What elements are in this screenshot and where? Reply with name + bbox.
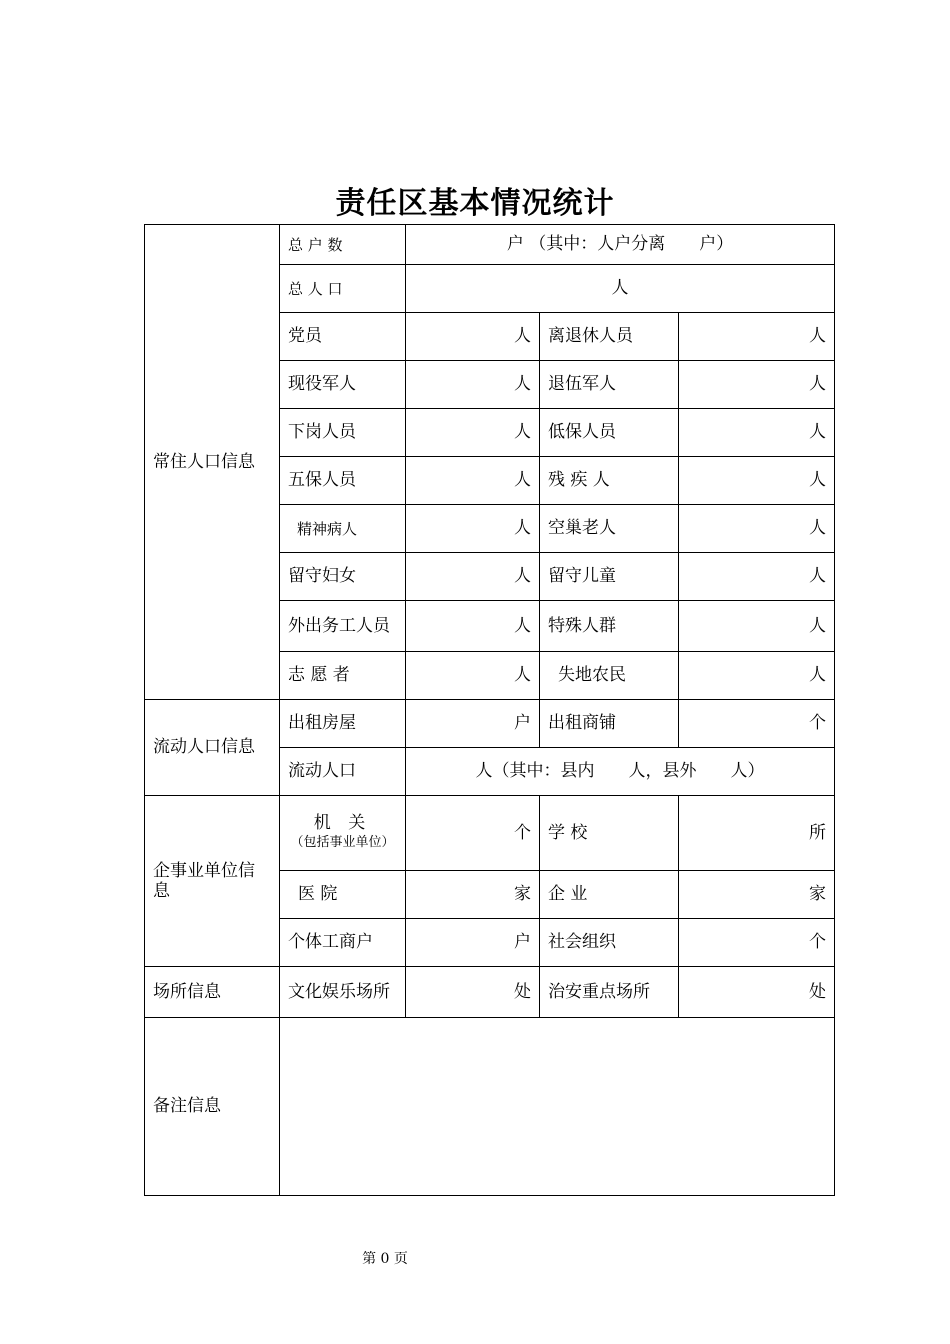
section-resident-label: 常住人口信息	[145, 225, 280, 700]
rental-shops-label: 出租商铺	[540, 700, 679, 748]
individual-business-label: 个体工商户	[280, 919, 406, 967]
entertainment-venues-field[interactable]: 处	[406, 967, 540, 1018]
empty-nest-field[interactable]: 人	[679, 505, 835, 553]
page-number: 第 0 页	[362, 1251, 408, 1267]
laid-off-field[interactable]: 人	[406, 409, 540, 457]
page-title: 责任区基本情况统计	[335, 186, 615, 221]
party-members-label: 党员	[280, 313, 406, 361]
schools-label: 学 校	[540, 796, 679, 871]
population-label: 总 人 口	[280, 265, 406, 313]
individual-business-field[interactable]: 户	[406, 919, 540, 967]
empty-nest-label: 空巢老人	[540, 505, 679, 553]
section-remarks-label: 备注信息	[145, 1018, 280, 1196]
schools-field[interactable]: 所	[679, 796, 835, 871]
laid-off-label: 下岗人员	[280, 409, 406, 457]
landless-farmers-label: 失地农民	[540, 652, 679, 700]
security-venues-field[interactable]: 处	[679, 967, 835, 1018]
special-groups-field[interactable]: 人	[679, 601, 835, 652]
low-income-label: 低保人员	[540, 409, 679, 457]
rental-shops-field[interactable]: 个	[679, 700, 835, 748]
section-enterprise-label: 企事业单位信息	[145, 796, 280, 967]
left-behind-women-field[interactable]: 人	[406, 553, 540, 601]
row-institutions-schools	[145, 796, 835, 871]
active-military-label: 现役军人	[280, 361, 406, 409]
party-members-field[interactable]: 人	[406, 313, 540, 361]
remarks-field[interactable]	[280, 1018, 835, 1196]
disabled-label: 残 疾 人	[540, 457, 679, 505]
statistics-form-table	[144, 224, 835, 1196]
migrant-workers-field[interactable]: 人	[406, 601, 540, 652]
veterans-label: 退伍军人	[540, 361, 679, 409]
rental-houses-label: 出租房屋	[280, 700, 406, 748]
row-venues	[145, 967, 835, 1018]
left-behind-women-label: 留守妇女	[280, 553, 406, 601]
enterprises-label: 企 业	[540, 871, 679, 919]
households-label: 总 户 数	[280, 225, 406, 265]
households-field[interactable]: 户 （其中：人户分离 户）	[406, 225, 835, 265]
wubao-label: 五保人员	[280, 457, 406, 505]
social-organizations-label: 社会组织	[540, 919, 679, 967]
left-behind-children-field[interactable]: 人	[679, 553, 835, 601]
security-venues-label: 治安重点场所	[540, 967, 679, 1018]
floating-population-label: 流动人口	[280, 748, 406, 796]
row-households	[145, 225, 835, 265]
rental-houses-field[interactable]: 户	[406, 700, 540, 748]
active-military-field[interactable]: 人	[406, 361, 540, 409]
volunteers-field[interactable]: 人	[406, 652, 540, 700]
institutions-field[interactable]: 个	[406, 796, 540, 871]
volunteers-label: 志 愿 者	[280, 652, 406, 700]
section-venue-label: 场所信息	[145, 967, 280, 1018]
enterprises-field[interactable]: 家	[679, 871, 835, 919]
special-groups-label: 特殊人群	[540, 601, 679, 652]
row-rental	[145, 700, 835, 748]
hospitals-field[interactable]: 家	[406, 871, 540, 919]
row-remarks	[145, 1018, 835, 1196]
institutions-note: （包括事业单位）	[290, 835, 395, 851]
landless-farmers-field[interactable]: 人	[679, 652, 835, 700]
floating-population-field[interactable]: 人（其中：县内 人，县外 人）	[406, 748, 835, 796]
left-behind-children-label: 留守儿童	[540, 553, 679, 601]
hospitals-label: 医 院	[280, 871, 406, 919]
veterans-field[interactable]: 人	[679, 361, 835, 409]
retired-field[interactable]: 人	[679, 313, 835, 361]
mental-illness-field[interactable]: 人	[406, 505, 540, 553]
institutions-cell	[280, 796, 406, 871]
entertainment-venues-label: 文化娱乐场所	[280, 967, 406, 1018]
wubao-field[interactable]: 人	[406, 457, 540, 505]
mental-illness-label: 精神病人	[280, 505, 406, 553]
migrant-workers-label: 外出务工人员	[280, 601, 406, 652]
low-income-field[interactable]: 人	[679, 409, 835, 457]
retired-label: 离退休人员	[540, 313, 679, 361]
social-organizations-field[interactable]: 个	[679, 919, 835, 967]
disabled-field[interactable]: 人	[679, 457, 835, 505]
population-field[interactable]: 人	[406, 265, 835, 313]
institutions-label: 机 关	[313, 812, 372, 833]
section-floating-label: 流动人口信息	[145, 700, 280, 796]
